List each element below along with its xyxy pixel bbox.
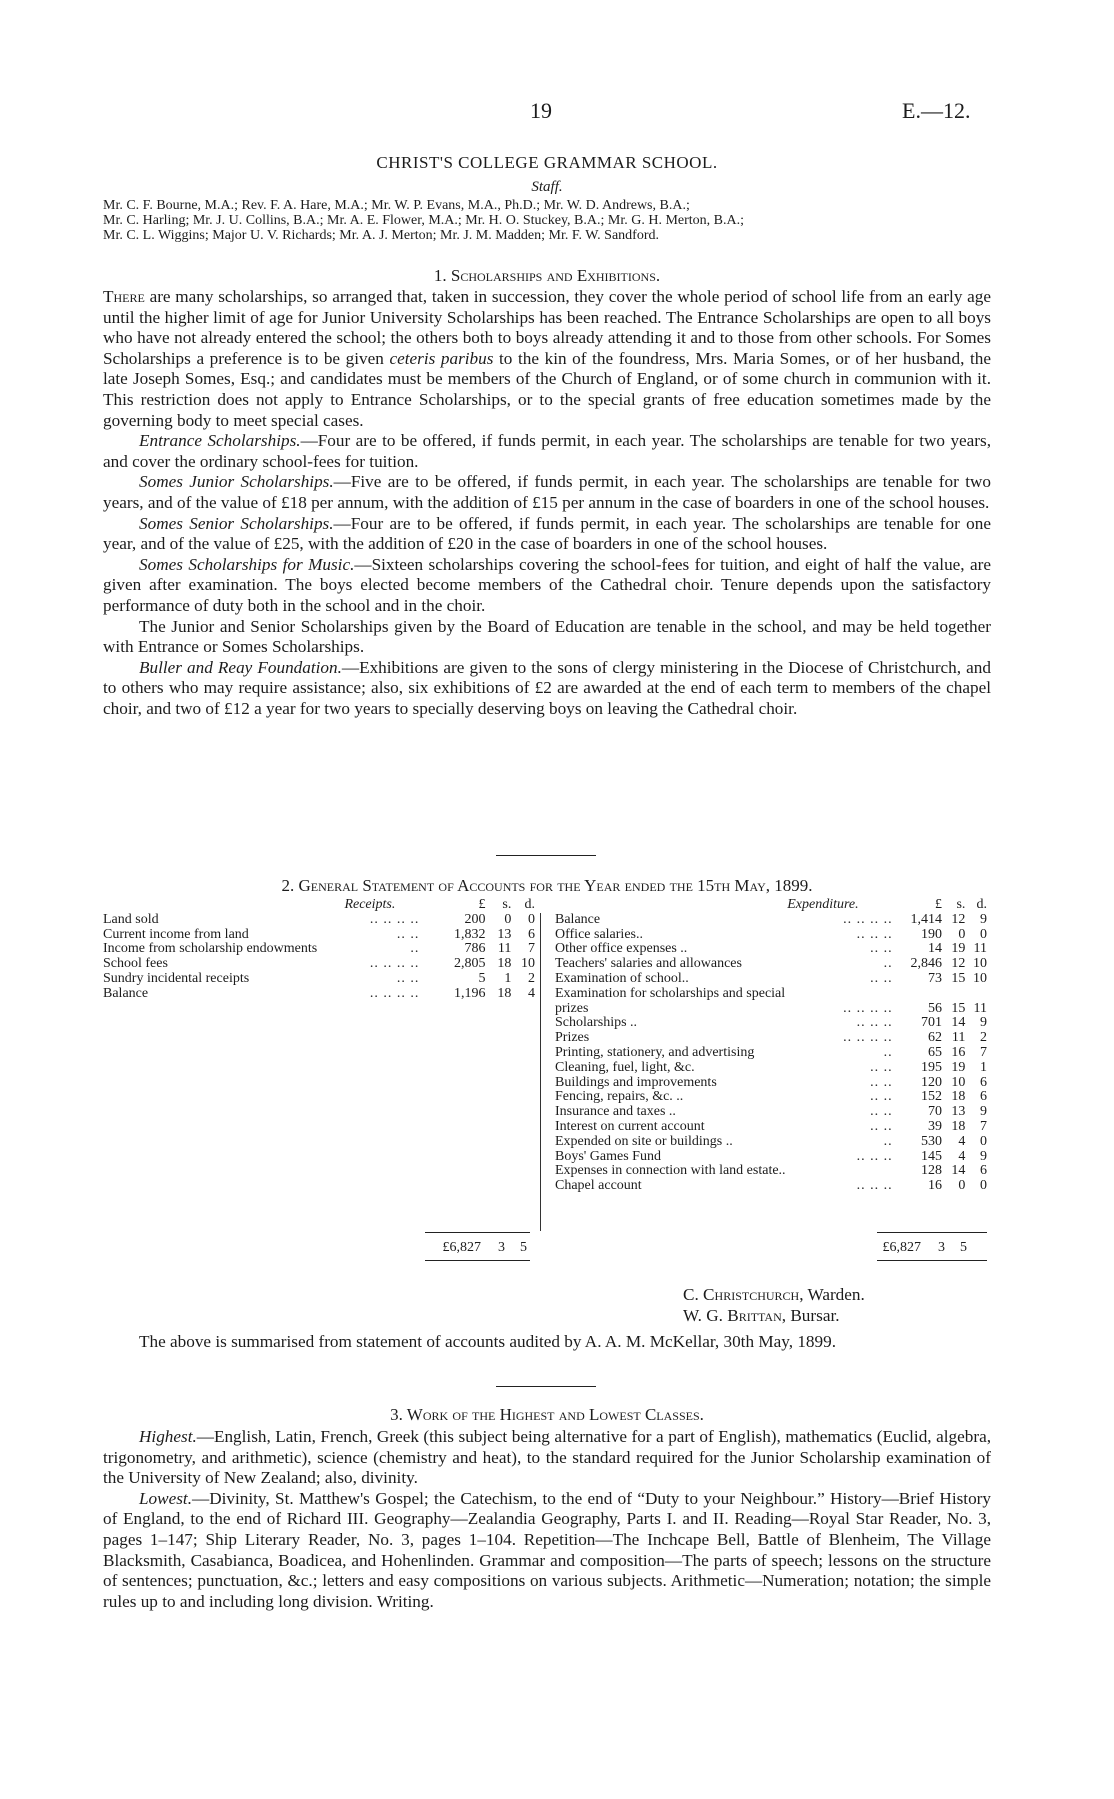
expenditure-row-pounds: 1,414 xyxy=(910,911,942,927)
leader-dots: .. .. .. .. xyxy=(843,1030,893,1046)
entrance-title: Entrance Scholarships. xyxy=(139,431,301,451)
expenditure-row-shillings: 0 xyxy=(958,926,966,942)
expenditure-row-label xyxy=(555,913,899,928)
expenditure-row-label xyxy=(555,1105,899,1120)
warden-signature xyxy=(683,1284,865,1305)
expenditure-row xyxy=(555,928,987,943)
leader-dots: .. .. xyxy=(870,1059,893,1075)
receipts-row-label xyxy=(103,928,425,943)
row-label-text: Teachers' salaries and allowances xyxy=(555,956,742,972)
expenditure-row-pounds: 128 xyxy=(920,1163,942,1179)
leader-dots: .. .. .. .. xyxy=(843,911,893,927)
music-title: Somes Scholarships for Music. xyxy=(139,554,355,574)
expenditure-row-pounds: 73 xyxy=(927,970,942,986)
row-label-text: Scholarships .. xyxy=(555,1015,638,1031)
expenditure-row-pence: 2 xyxy=(980,1030,987,1046)
expenditure-row-shillings: 14 xyxy=(951,1015,966,1031)
expenditure-row-pounds: 2,846 xyxy=(910,956,942,972)
row-label-text: Office salaries.. xyxy=(555,926,643,942)
audit-note-text: The above is summarised from statement of accounts audited by A. A. M. McKellar, 30th May, 1899. xyxy=(139,1332,837,1351)
receipts-row-shillings: 13 xyxy=(497,926,512,942)
receipts-row-shillings: 1 xyxy=(504,970,512,986)
junior-title: Somes Junior Scholarships. xyxy=(139,472,334,492)
lowest-text: —Divinity, St. Matthew's Gospel; the Catechism, to the end of “Duty to your Neighbour.” History—Brief History of England, to the end of Richard III. Geography—Zealandia Geography, Parts I. and II. Reading—Royal Star Reader, No. 3, pages 1–147; Ship Literary Reader, No. 3, pages 1–104. Repetition—The Inchcape Bell, Battle of Blenheim, The Village Blacksmith, Casabianca, Boadicea, and Hohenlinden. Grammar and composition—The parts of speech; lessons on the structure of sentences; punctuation, &c.; letters and easy compositions on various subjects. Arithmetic—Numeration; notation; the simple rules up to and including long division. Writing. xyxy=(103,1488,991,1611)
senior-paragraph xyxy=(103,514,991,555)
leader-dots: .. .. xyxy=(870,941,893,957)
shillings-col-header: s. xyxy=(956,897,966,912)
leader-dots: .. xyxy=(410,941,420,957)
expenditure-row-shillings: 16 xyxy=(951,1044,966,1060)
row-label-text: Interest on current account xyxy=(555,1118,705,1134)
highest-title: Highest. xyxy=(139,1427,197,1446)
leader-dots: .. xyxy=(883,1133,893,1149)
receipts-row-label xyxy=(103,957,425,972)
music-paragraph xyxy=(103,555,991,617)
receipts-row-pence: 4 xyxy=(528,985,535,1001)
expenditure-row xyxy=(555,1046,987,1061)
expenditure-row-label xyxy=(555,1046,899,1061)
expenditure-row xyxy=(555,957,987,972)
row-label-text: Insurance and taxes .. xyxy=(555,1104,676,1120)
receipts-row-label xyxy=(103,972,425,987)
senior-title: Somes Senior Scholarships. xyxy=(139,513,334,533)
expenditure-row-pence: 1 xyxy=(980,1059,987,1075)
junior-text: —Five are to be offered, if funds permit, in each year. The scholarships are tenable for two years, and of the value of £18 per annum, with the addition of £15 per annum in the case of boarders in one of the school houses. xyxy=(103,472,991,512)
expenditure-row-shillings: 12 xyxy=(951,911,966,927)
staff-line: Mr. C. F. Bourne, M.A.; Rev. F. A. Hare, M.A.; Mr. W. P. Evans, M.A., Ph.D.; Mr. W. D. Andrews, B.A.; xyxy=(103,198,690,213)
expenditure-row-label xyxy=(555,1150,899,1165)
expenditure-row-label xyxy=(555,1164,899,1179)
row-label-text: Other office expenses .. xyxy=(555,941,688,957)
row-label-text: Balance xyxy=(103,985,149,1001)
expenditure-row-pounds: 701 xyxy=(920,1015,942,1031)
receipts-row xyxy=(103,972,535,987)
expenditure-row-pence: 11 xyxy=(973,1000,987,1016)
expenditure-row-pence: 6 xyxy=(980,1074,987,1090)
receipts-total-shillings: 3 xyxy=(498,1240,505,1255)
leader-dots: .. .. xyxy=(870,1089,893,1105)
leader-dots: .. .. xyxy=(870,1074,893,1090)
leader-dots: .. .. xyxy=(396,926,420,942)
junior-paragraph xyxy=(103,472,991,513)
expenditure-row xyxy=(555,1105,987,1120)
expenditure-row-pounds: 530 xyxy=(920,1133,942,1149)
bursar-role: , Bursar. xyxy=(781,1306,840,1325)
expenditure-total-shillings: 3 xyxy=(938,1240,945,1255)
expenditure-row-pence: 6 xyxy=(980,1089,987,1105)
expenditure-row-pence: 7 xyxy=(980,1118,987,1134)
expenditure-row-pounds: 56 xyxy=(927,1000,942,1016)
pounds-col-header: £ xyxy=(934,897,942,912)
expenditure-row-label xyxy=(555,1076,899,1091)
expenditure-row-pence: 0 xyxy=(980,926,987,942)
leader-dots: .. .. .. .. xyxy=(369,985,420,1001)
expenditure-row-shillings: 19 xyxy=(951,941,966,957)
row-label-text: Fencing, repairs, &c. .. xyxy=(555,1089,684,1105)
intro-italic: ceteris paribus xyxy=(389,348,494,368)
leader-dots: .. .. .. .. xyxy=(369,956,420,972)
expenditure-row-label xyxy=(555,1031,899,1046)
row-label-text: Balance xyxy=(555,911,601,927)
row-label-text: Current income from land xyxy=(103,926,249,942)
expenditure-row-label xyxy=(555,1016,899,1031)
receipts-row-shillings: 18 xyxy=(497,956,512,972)
leader-dots: .. .. xyxy=(870,1118,893,1134)
lowest-title: Lowest. xyxy=(139,1488,193,1508)
receipts-row xyxy=(103,928,535,943)
expenditure-row-pence: 9 xyxy=(980,1148,987,1164)
expenditure-row-shillings: 10 xyxy=(951,1074,966,1090)
staff-heading: Staff. xyxy=(531,179,563,195)
expenditure-row-pounds: 152 xyxy=(920,1089,942,1105)
expenditure-row-shillings: 15 xyxy=(951,1000,966,1016)
leader-dots: .. .. .. xyxy=(856,1148,893,1164)
expenditure-row xyxy=(555,1164,987,1179)
buller-text: —Exhibitions are given to the sons of clergy ministering in the Diocese of Christchurch, and to others who may require assistance; also, six exhibitions of £2 are awarded at the end of each term to members of the chapel choir, and two of £12 a year for two years to specially deserving boys on leaving the Cathedral choir. xyxy=(103,657,991,718)
expenditure-row-shillings: 19 xyxy=(951,1059,966,1075)
expenditure-row xyxy=(555,1031,987,1046)
bursar-signature xyxy=(683,1305,865,1326)
section3-heading: 3. Work of the Highest and Lowest Classes. xyxy=(390,1405,704,1424)
receipts-row xyxy=(103,942,535,957)
page-number: 19 xyxy=(530,98,552,123)
expenditure-row xyxy=(555,1002,987,1017)
section1-heading: 1. Scholarships and Exhibitions. xyxy=(433,266,661,285)
expenditure-total-pence: 5 xyxy=(960,1240,967,1255)
expenditure-row xyxy=(555,1090,987,1105)
leader-dots: .. .. .. .. xyxy=(843,1000,893,1016)
row-label-text: Cleaning, fuel, light, &c. xyxy=(555,1059,695,1075)
expenditure-row-pence: 6 xyxy=(980,1163,987,1179)
intro-lead-word: There xyxy=(103,287,145,306)
row-label-text: Land sold xyxy=(103,911,159,927)
expenditure-row-pence: 11 xyxy=(973,941,987,957)
expenditure-table xyxy=(555,898,987,1194)
leader-dots: .. .. .. xyxy=(856,926,893,942)
expenditure-row-label xyxy=(555,987,899,1002)
expenditure-row xyxy=(555,1135,987,1150)
receipts-total xyxy=(425,1240,530,1256)
receipts-row-label xyxy=(103,987,425,1002)
expenditure-row-pounds: 65 xyxy=(927,1044,942,1060)
expenditure-row-pounds: 70 xyxy=(927,1104,942,1120)
expenditure-row-shillings: 15 xyxy=(951,970,966,986)
receipts-row-pounds: 200 xyxy=(464,911,486,927)
row-label-text: prizes xyxy=(555,1000,589,1016)
row-label-text: Chapel account xyxy=(555,1178,642,1194)
staff-line: Mr. C. Harling; Mr. J. U. Collins, B.A.; Mr. A. E. Flower, M.A.; Mr. H. O. Stuckey, B.A.; Mr. G. H. Merton, B.A.; xyxy=(103,213,744,228)
audit-note xyxy=(103,1332,991,1353)
staff-line: Mr. C. L. Wiggins; Major U. V. Richards; Mr. A. J. Merton; Mr. J. M. Madden; Mr. F. W. Sandford. xyxy=(103,228,660,243)
receipts-row-pounds: 1,832 xyxy=(454,926,486,942)
expenditure-row xyxy=(555,1150,987,1165)
expenditure-row-pounds: 145 xyxy=(920,1148,942,1164)
expenditure-row-shillings: 13 xyxy=(951,1104,966,1120)
expenditure-row-shillings: 18 xyxy=(951,1089,966,1105)
receipts-row-pence: 0 xyxy=(528,911,535,927)
leader-dots: .. .. .. xyxy=(856,1178,893,1194)
buller-title: Buller and Reay Foundation. xyxy=(139,657,342,677)
expenditure-row-pence: 7 xyxy=(980,1044,987,1060)
receipts-row-pounds: 5 xyxy=(478,970,486,986)
receipts-total-pence: 5 xyxy=(520,1240,527,1255)
intro-text-1: are many scholarships, so arranged that, taken in succession, they cover the whole period of school life from an early age until the higher limit of age for Junior University Scholarships has been reached. The Entrance Scholarships are open to all boys who have not already entered the school; the others both to boys already attending it and to those from other schools. For Somes Scholarships a preference is to be given xyxy=(103,287,991,368)
row-label-text: School fees xyxy=(103,956,168,972)
expenditure-row-pounds: 195 xyxy=(920,1059,942,1075)
row-label-text: Examination of school.. xyxy=(555,970,689,986)
receipts-total-pounds: £6,827 xyxy=(442,1240,481,1255)
board-paragraph: The Junior and Senior Scholarships given by the Board of Education are tenable in the school, and may be held together with Entrance or Somes Scholarships. xyxy=(103,616,991,657)
receipts-row-pence: 10 xyxy=(521,956,535,972)
expenditure-row-shillings: 18 xyxy=(951,1118,966,1134)
leader-dots: .. xyxy=(883,1044,893,1060)
expenditure-row xyxy=(555,942,987,957)
expenditure-row-label xyxy=(555,1061,899,1076)
expenditure-bottom-rule xyxy=(877,1260,987,1261)
intro-paragraph xyxy=(103,287,991,431)
receipts-row-shillings: 11 xyxy=(497,941,512,957)
warden-role: , Warden. xyxy=(799,1285,865,1304)
row-label-text: Expended on site or buildings .. xyxy=(555,1133,733,1149)
receipts-row-pounds: 786 xyxy=(464,941,486,957)
expenditure-row-label xyxy=(555,972,899,987)
table-column-divider xyxy=(540,913,541,1231)
expenditure-row-pounds: 16 xyxy=(927,1178,942,1194)
expenditure-row-pence: 9 xyxy=(980,911,987,927)
expenditure-row-shillings xyxy=(942,987,965,1002)
music-text: —Sixteen scholarships covering the school-fees for tuition, and eight of half the value, are given after examination. The boys elected become members of the Cathedral choir. Tenure depends upon the satisfactory performance of duty both in the school and in the choir. xyxy=(103,554,991,615)
section-divider xyxy=(496,1386,596,1387)
receipts-table xyxy=(103,898,535,1002)
row-label-text: Prizes xyxy=(555,1030,590,1046)
receipts-row-label xyxy=(103,942,425,957)
expenditure-row-label xyxy=(555,942,899,957)
expenditure-total-rule xyxy=(877,1232,987,1233)
expenditure-row-shillings: 11 xyxy=(951,1030,966,1046)
receipts-row-label xyxy=(103,913,425,928)
expenditure-row xyxy=(555,1061,987,1076)
leader-dots: .. xyxy=(883,956,893,972)
row-label-text: Boys' Games Fund xyxy=(555,1148,661,1164)
lowest-paragraph xyxy=(103,1489,991,1613)
row-label-text: Examination for scholarships and special xyxy=(555,985,786,1001)
expenditure-row-label xyxy=(555,1135,899,1150)
expenditure-row-shillings: 0 xyxy=(958,1178,966,1194)
expenditure-row-pence: 9 xyxy=(980,1015,987,1031)
expenditure-total-pounds: £6,827 xyxy=(882,1240,921,1255)
expenditure-row-shillings: 14 xyxy=(951,1163,966,1179)
expenditure-total xyxy=(865,1240,987,1256)
highest-paragraph xyxy=(103,1427,991,1489)
signatures xyxy=(683,1284,865,1326)
intro-text-2: to the kin of the foundress, Mrs. Maria Somes, or of her husband, the late Joseph Somes, Esq.; and candidates must be members of the Church of England, or of some church in communion with it. This restriction does not apply to Entrance Scholarships, or to the special grants of free education sometimes made by the governing body to meet special cases. xyxy=(103,348,991,430)
receipts-heading: Receipts. xyxy=(344,897,396,912)
expenditure-row-shillings: 4 xyxy=(958,1133,966,1149)
receipts-row-pounds: 1,196 xyxy=(454,985,486,1001)
expenditure-row xyxy=(555,972,987,987)
staff-list xyxy=(103,198,991,243)
expenditure-row-pounds: 190 xyxy=(920,926,942,942)
row-label-text: Buildings and improvements xyxy=(555,1074,717,1090)
pence-col-header: d. xyxy=(524,897,535,912)
receipts-row-shillings: 18 xyxy=(497,985,512,1001)
pounds-col-header: £ xyxy=(478,897,486,912)
receipts-row-shillings: 0 xyxy=(504,911,512,927)
expenditure-row-label xyxy=(555,1120,899,1135)
receipts-total-rule xyxy=(425,1232,530,1233)
row-label-text: Income from scholarship endowments xyxy=(103,941,318,957)
entrance-text: —Four are to be offered, if funds permit, in each year. The scholarships are tenable for two years, and cover the ordinary school-fees for tuition. xyxy=(103,431,992,471)
leader-dots: .. .. xyxy=(396,970,420,986)
expenditure-row-pounds xyxy=(899,987,942,1002)
expenditure-row xyxy=(555,913,987,928)
expenditure-row-pence: 9 xyxy=(980,1104,987,1120)
expenditure-row xyxy=(555,1076,987,1091)
buller-paragraph xyxy=(103,658,991,720)
expenditure-row-pounds: 39 xyxy=(927,1118,942,1134)
pence-col-header: d. xyxy=(976,897,987,912)
receipts-row xyxy=(103,913,535,928)
expenditure-row xyxy=(555,1179,987,1194)
page-reference: E.—12. xyxy=(902,98,971,123)
bursar-name: W. G. Brittan xyxy=(683,1306,782,1325)
expenditure-row xyxy=(555,1120,987,1135)
receipts-row xyxy=(103,987,535,1002)
leader-dots: .. .. xyxy=(870,970,893,986)
leader-dots: .. .. xyxy=(870,1104,893,1120)
row-label-text: Printing, stationery, and advertising xyxy=(555,1044,755,1060)
row-label-text: Sundry incidental receipts xyxy=(103,970,250,986)
warden-name: C. Christchurch xyxy=(683,1285,800,1304)
expenditure-row-pounds: 62 xyxy=(927,1030,942,1046)
expenditure-row-label xyxy=(555,1090,899,1105)
expenditure-row-label xyxy=(555,928,899,943)
expenditure-row-pence: 0 xyxy=(980,1133,987,1149)
expenditure-row-pence xyxy=(965,987,987,1002)
expenditure-row-label xyxy=(555,1179,899,1194)
expenditure-row-shillings: 4 xyxy=(958,1148,966,1164)
receipts-row-pence: 6 xyxy=(528,926,535,942)
expenditure-row-label xyxy=(555,1002,899,1017)
expenditure-row-pounds: 120 xyxy=(920,1074,942,1090)
receipts-row-pence: 2 xyxy=(528,970,535,986)
shillings-col-header: s. xyxy=(502,897,512,912)
entrance-paragraph xyxy=(103,431,991,472)
row-label-text: Expenses in connection with land estate.. xyxy=(555,1163,786,1179)
receipts-row-pounds: 2,805 xyxy=(454,956,486,972)
document-title: CHRIST'S COLLEGE GRAMMAR SCHOOL. xyxy=(376,153,718,172)
highest-text: —English, Latin, French, Greek (this subject being alternative for a part of English), mathematics (Euclid, algebra, trigonometry, and arithmetic), science (chemistry and heat), to the standard required for the Junior Scholarship examination of the University of New Zealand; also, divinity. xyxy=(103,1427,991,1488)
expenditure-row xyxy=(555,987,987,1002)
receipts-bottom-rule xyxy=(425,1260,530,1261)
leader-dots: .. .. .. .. xyxy=(369,911,420,927)
section1-body xyxy=(103,287,991,719)
expenditure-row xyxy=(555,1016,987,1031)
expenditure-row-pounds: 14 xyxy=(927,941,942,957)
senior-text: —Four are to be offered, if funds permit, in each year. The scholarships are tenable for one year, and of the value of £25, with the addition of £20 in the case of boarders in one of the school houses. xyxy=(103,513,991,554)
leader-dots: .. .. .. xyxy=(856,1015,893,1031)
expenditure-row-pence: 10 xyxy=(973,970,987,986)
receipts-row xyxy=(103,957,535,972)
expenditure-heading: Expenditure. xyxy=(787,897,859,912)
expenditure-row-pence: 0 xyxy=(980,1178,987,1194)
expenditure-row-label xyxy=(555,957,899,972)
expenditure-row-shillings: 12 xyxy=(951,956,966,972)
section2-heading: 2. General Statement of Accounts for the Year ended the 15th May, 1899. xyxy=(281,876,813,895)
section3-body xyxy=(103,1427,991,1612)
section-divider xyxy=(496,855,596,856)
expenditure-row-pence: 10 xyxy=(973,956,987,972)
receipts-row-pence: 7 xyxy=(528,941,535,957)
